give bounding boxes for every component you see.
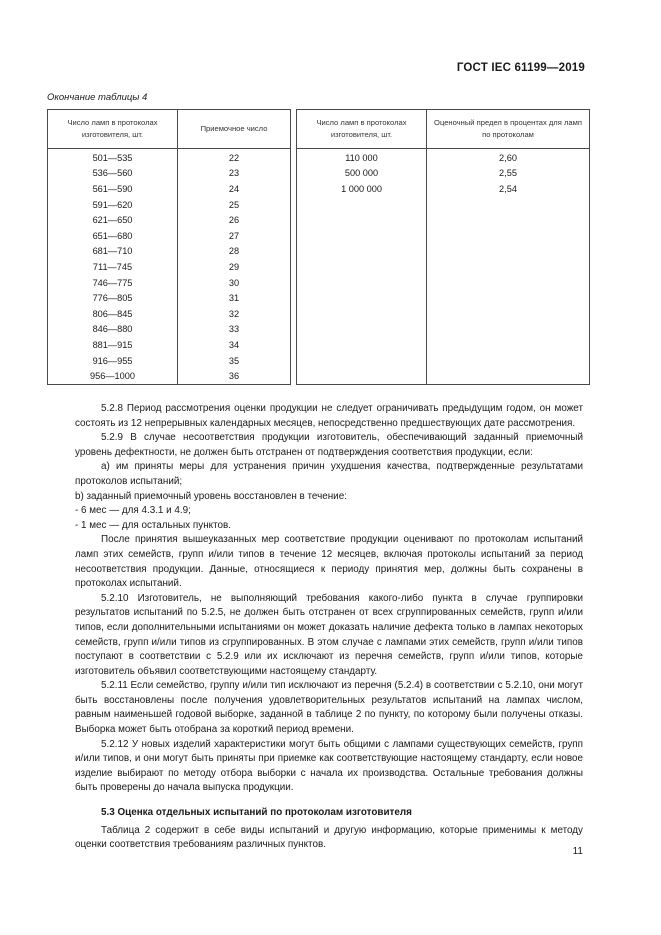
table-row — [48, 228, 291, 244]
paragraph-5-2-9: 5.2.9 В случае несоответствия продукции изготовитель, обеспечивающий заданный приемочный уровень дефектности, не должен быть отстранен от подтверждения соответствия продукции, если: — [75, 432, 583, 458]
cell-lamp-count: 536—560 — [48, 166, 178, 182]
table-right-estimated-limit — [296, 109, 590, 385]
cell-lamp-count: 711—745 — [48, 259, 178, 275]
table-row — [48, 322, 291, 338]
cell-value: 24 — [178, 181, 291, 197]
cell-lamp-count — [297, 337, 427, 353]
table-row — [297, 368, 590, 384]
section-heading-5-3: 5.3 Оценка отдельных испытаний по протоколам изготовителя — [101, 807, 412, 819]
paragraph-5-2-10: 5.2.10 Изготовитель, не выполняющий требования какого-либо пункта в случае группировки результатов испытаний по 5.2.5, не должен быть отстранен от всех сгруппированных семейств, групп и/или типов, если дополнительными испытаниями он может доказать наличие дефекта только в лампах некоторых семейств, групп и/или типов из сгруппированных. В этом случае с лампами этих семейств, групп и/или типов поступают в соответствии с 5.2.9 или их исключают из перечня семейств, групп и/или типов, которые изготовитель объявил соответствующими настоящему стандарту. — [75, 592, 583, 677]
list-item-a: a) им приняты меры для устранения причин ухудшения качества, подтвержденные результатами протоколов испытаний; — [75, 461, 583, 487]
table-row — [297, 306, 590, 322]
cell-lamp-count: 806—845 — [48, 306, 178, 322]
body-text — [75, 402, 583, 853]
cell-value: 34 — [178, 337, 291, 353]
paragraph-5-3: Таблица 2 содержит в себе виды испытаний и другую информацию, которые применимы к методу оценки соответствия требованиям различных пунктов. — [75, 824, 583, 851]
table-row — [48, 181, 291, 197]
cell-value — [427, 290, 590, 306]
table-row — [297, 228, 590, 244]
cell-value: 23 — [178, 166, 291, 182]
column-header-lamp-count: Число ламп в протоколах изготовителя, шт. — [297, 110, 427, 149]
cell-lamp-count: 776—805 — [48, 290, 178, 306]
table-row — [297, 166, 590, 182]
table-row — [48, 197, 291, 213]
cell-lamp-count: 846—880 — [48, 322, 178, 338]
cell-value: 2,55 — [427, 166, 590, 182]
cell-value: 32 — [178, 306, 291, 322]
table-row — [48, 212, 291, 228]
cell-lamp-count: 651—680 — [48, 228, 178, 244]
cell-lamp-count — [297, 259, 427, 275]
column-header-estimated-limit: Оценочный предел в процентах для ламп по протоколам — [427, 110, 590, 149]
list-subitem-6-months: - 6 мес — для 4.3.1 и 4.9; — [75, 505, 191, 517]
table-row — [297, 337, 590, 353]
cell-value: 22 — [178, 149, 291, 166]
cell-value — [427, 368, 590, 384]
cell-lamp-count — [297, 353, 427, 369]
column-header-lamp-count: Число ламп в протоколах изготовителя, шт. — [48, 110, 178, 149]
cell-lamp-count: 681—710 — [48, 244, 178, 260]
cell-value: 2,54 — [427, 181, 590, 197]
table-row — [297, 244, 590, 260]
table-row — [48, 166, 291, 182]
paragraph-5-2-11: 5.2.11 Если семейство, группу и/или тип исключают из перечня (5.2.4) в соответствии с 5.2.10, они могут быть восстановлены после получения удовлетворительных результатов испытаний на лампах числом, равным наименьшей годовой выборке, заданной в таблице 2 по пункту, по которому были получены отказы. Выборка может быть отобрана за короткий период времени. — [75, 680, 583, 736]
cell-value: 30 — [178, 275, 291, 291]
cell-lamp-count — [297, 244, 427, 260]
cell-lamp-count — [297, 368, 427, 384]
table-row — [48, 149, 291, 166]
list-item-b: b) заданный приемочный уровень восстановлен в течение: — [75, 490, 347, 502]
cell-value: 2,60 — [427, 149, 590, 166]
cell-lamp-count: 110 000 — [297, 149, 427, 166]
cell-value — [427, 244, 590, 260]
cell-value: 29 — [178, 259, 291, 275]
cell-lamp-count — [297, 290, 427, 306]
cell-lamp-count: 1 000 000 — [297, 181, 427, 197]
table-row — [297, 149, 590, 166]
table-row — [48, 337, 291, 353]
cell-lamp-count: 746—775 — [48, 275, 178, 291]
cell-lamp-count — [297, 306, 427, 322]
list-subitem-1-month: - 1 мес — для остальных пунктов. — [75, 519, 231, 531]
table-row — [48, 244, 291, 260]
cell-value: 28 — [178, 244, 291, 260]
table-row — [48, 368, 291, 384]
paragraph-5-2-8: 5.2.8 Период рассмотрения оценки продукции не следует ограничивать предыдущим годом, он может состоять из 12 непрерывных календарных месяцев, непосредственно предшествующих дате рассмотрения. — [75, 403, 583, 429]
cell-lamp-count: 956—1000 — [48, 368, 178, 384]
cell-value: 26 — [178, 212, 291, 228]
cell-lamp-count — [297, 322, 427, 338]
cell-lamp-count — [297, 197, 427, 213]
cell-lamp-count: 621—650 — [48, 212, 178, 228]
cell-lamp-count: 561—590 — [48, 181, 178, 197]
table-row — [48, 275, 291, 291]
cell-value — [427, 275, 590, 291]
cell-value — [427, 322, 590, 338]
cell-value — [427, 212, 590, 228]
cell-value — [427, 353, 590, 369]
paragraph-5-2-12: 5.2.12 У новых изделий характеристики могут быть общими с лампами существующих семейств, групп и/или типов, и они могут быть приняты при приемке как соответствующие настоящему стандарту, если новое изделие выбирают по методу отбора выборки с начала их производства. Остальные требования должны быть проверены до начала выпуска продукции. — [75, 738, 583, 794]
cell-lamp-count — [297, 275, 427, 291]
column-header-acceptance-number: Приемочное число — [178, 110, 291, 149]
table-row — [297, 322, 590, 338]
cell-lamp-count: 591—620 — [48, 197, 178, 213]
table-row — [48, 353, 291, 369]
table-row — [48, 306, 291, 322]
cell-value: 33 — [178, 322, 291, 338]
table-row — [48, 290, 291, 306]
table-row — [297, 259, 590, 275]
cell-value — [427, 197, 590, 213]
cell-value: 27 — [178, 228, 291, 244]
table-row — [297, 275, 590, 291]
cell-lamp-count: 501—535 — [48, 149, 178, 166]
table-row — [297, 197, 590, 213]
cell-lamp-count: 881—915 — [48, 337, 178, 353]
cell-lamp-count: 916—955 — [48, 353, 178, 369]
page-number: 11 — [572, 846, 583, 857]
paragraph-after-measures: После принятия вышеуказанных мер соответствие продукции оценивают по протоколам испытаний ламп этих семейств, групп и/или типов в течение 12 месяцев, включая протоколы испытаний за период несоответствия продукции. Данные, относящиеся к периоду принятия мер, должны быть сохранены в протоколах испытаний. — [75, 534, 583, 590]
cell-value: 31 — [178, 290, 291, 306]
table-row — [297, 212, 590, 228]
standard-designation: ГОСТ IEC 61199—2019 — [456, 62, 585, 74]
cell-value: 36 — [178, 368, 291, 384]
cell-lamp-count: 500 000 — [297, 166, 427, 182]
cell-value — [427, 259, 590, 275]
cell-lamp-count — [297, 228, 427, 244]
cell-lamp-count — [297, 212, 427, 228]
cell-value — [427, 228, 590, 244]
table-left-acceptance — [47, 109, 291, 385]
table-row — [297, 181, 590, 197]
table-caption: Окончание таблицы 4 — [47, 92, 148, 103]
cell-value — [427, 337, 590, 353]
cell-value: 35 — [178, 353, 291, 369]
table-row — [48, 259, 291, 275]
cell-value: 25 — [178, 197, 291, 213]
table-row — [297, 353, 590, 369]
table-row — [297, 290, 590, 306]
cell-value — [427, 306, 590, 322]
